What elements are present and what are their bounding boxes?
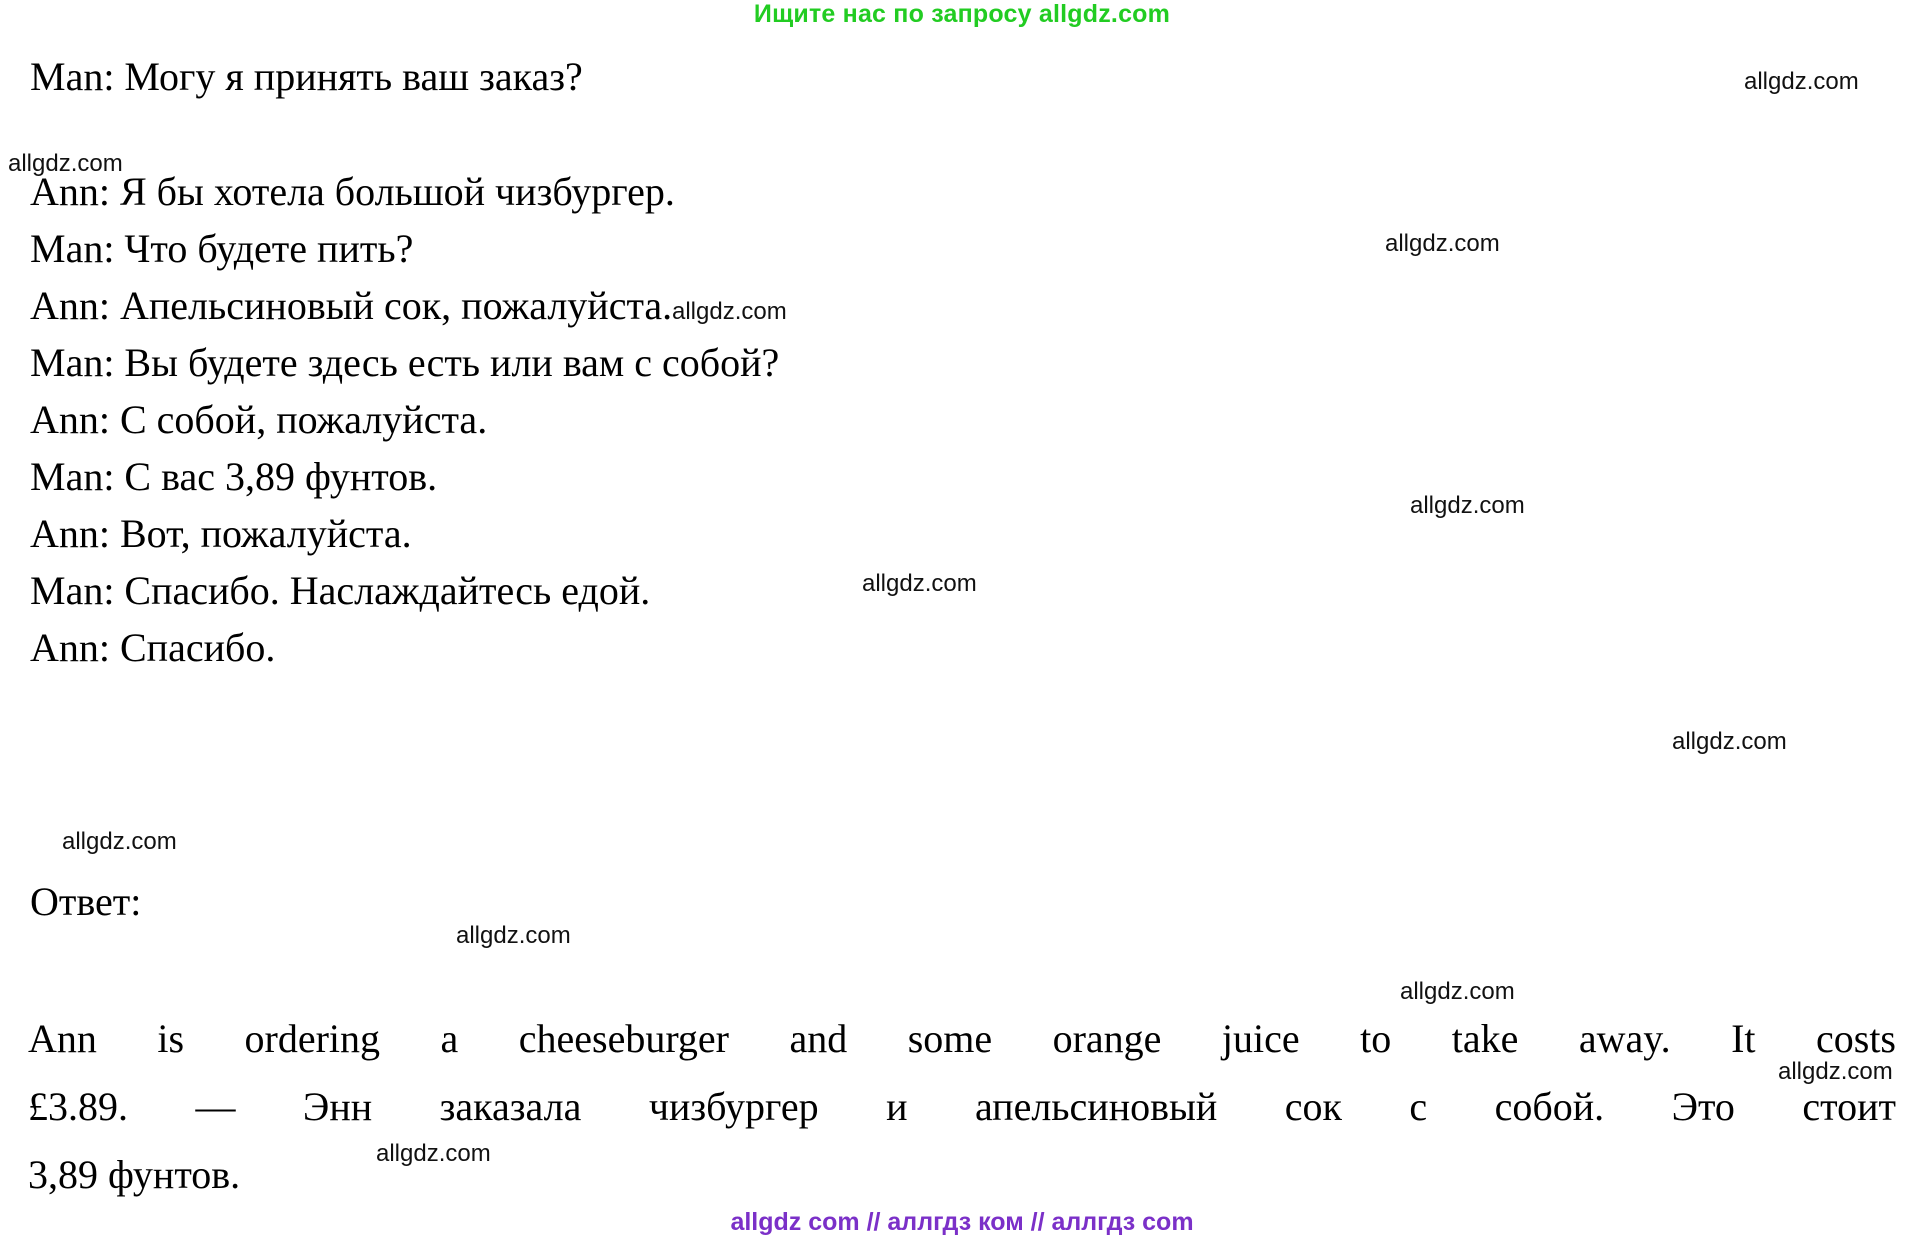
watermark: allgdz.com [862,570,977,597]
watermark: allgdz.com [376,1140,491,1167]
watermark: allgdz.com [1410,492,1525,519]
watermark: allgdz.com [1385,230,1500,257]
dialogue-line: Ann: Апельсиновый сок, пожалуйста. [30,283,673,328]
watermark: allgdz.com [456,922,571,949]
watermark: allgdz.com [62,828,177,855]
answer-line-1: Ann is ordering a cheeseburger and some orange juice to take away. It costs [28,1016,1896,1061]
dialogue-line: Man: С вас 3,89 фунтов. [30,454,438,499]
dialogue-line: Man: Могу я принять ваш заказ? [30,54,583,99]
answer-line-2: £3.89. — Энн заказала чизбургер и апельсиновый сок с собой. Это стоит [28,1084,1896,1129]
dialogue-line: Ann: Спасибо. [30,625,276,670]
watermark: allgdz.com [8,150,123,177]
watermark: allgdz.com [1672,728,1787,755]
answer-paragraph [28,1005,1896,1209]
watermark: allgdz.com [1400,978,1515,1005]
watermark: allgdz.com [672,298,787,325]
dialogue-line: Ann: Я бы хотела большой чизбургер. [30,169,675,214]
answer-line-3: 3,89 фунтов. [28,1152,241,1197]
watermark: allgdz.com [1744,68,1859,95]
top-banner-text: Ищите нас по запросу allgdz.com [753,0,1171,28]
dialogue-line: Ann: Вот, пожалуйста. [30,511,412,556]
dialogue-line: Man: Вы будете здесь есть или вам с собой? [30,340,780,385]
dialogue-line: Man: Что будете пить? [30,226,414,271]
watermark: allgdz.com [1778,1058,1893,1085]
answer-label: Ответ: [30,879,142,924]
bottom-banner-text: allgdz com // аллгдз ком // аллгдз com [730,1208,1194,1236]
dialogue-block [30,48,1330,676]
dialogue-line: Man: Спасибо. Наслаждайтесь едой. [30,568,651,613]
dialogue-line: Ann: С собой, пожалуйста. [30,397,488,442]
